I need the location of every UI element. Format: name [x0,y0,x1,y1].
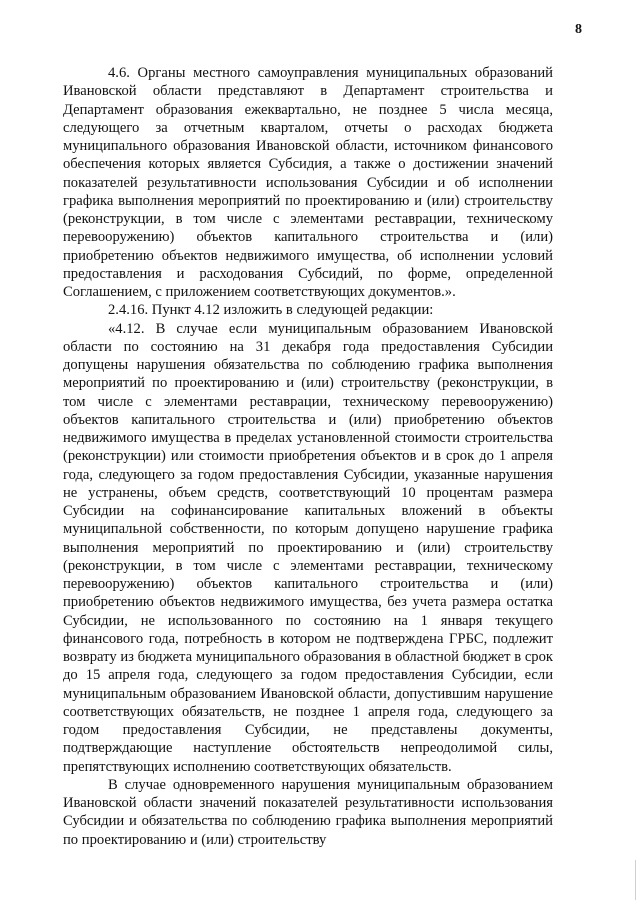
scan-edge-mark [635,860,636,900]
paragraph-2-4-16: 2.4.16. Пункт 4.12 изложить в следующей редакции: [108,302,434,319]
paragraph-4-6: 4.6. Органы местного самоуправления муниципальных образований Ивановской области представляют в Департамент строительства и Департамент образования ежеквартально, не позднее 5 числа месяца, следующего за отчетным кварталом, отчеты о расходах бюджета муниципального образования Ивановской области, источником финансового обеспечения которых является Субсидия, а также о достижении значений показателей результативности использования Субсидии и об исполнении графика выполнения мероприятий по проектированию и (или) строительству (реконструкции, в том числе с элементами реставрации, техническому перевооружению) объектов капитального строительства и (или) приобретению объектов недвижимого имущества, об исполнении условий предоставления и расходования Субсидий, по форме, определенной Соглашением, с приложением соответствующих документов.». [63,65,553,300]
document-body [63,64,553,849]
page-number: 8 [575,22,582,37]
paragraph-simultaneous-violation: В случае одновременного нарушения муниципальным образованием Ивановской области значений показателей результативности использования Субсидии и обязательства по соблюдению графика выполнения мероприятий по проектированию и (или) строительству [63,776,553,848]
paragraph-4-12: «4.12. В случае если муниципальным образованием Ивановской области по состоянию на 31 декабря года предоставления Субсидии допущены нарушения обязательства по соблюдению графика выполнения мероприятий по проектированию и (или) строительству (реконструкции, в том числе с элементами реставрации, техническому перевооружению) объектов капитального строительства и (или) приобретению объектов недвижимого имущества в пределах установленной стоимости строительства (реконструкции) или стоимости приобретения объектов и в срок до 1 апреля года, следующего за годом предоставления Субсидии, указанные нарушения не устранены, объем средств, соответствующий 10 процентам размера Субсидии на софинансирование капитальных вложений в объекты муниципальной собственности, по которым допущено нарушение графика выполнения мероприятий по проектированию и (или) строительству (реконструкции, в том числе с элементами реставрации, техническому перевооружению) объектов капитального строительства и (или) приобретению объектов недвижимого имущества, без учета размера остатка Субсидии, не использованного по состоянию на 1 января текущего финансового года, потребность в котором не подтверждена ГРБС, подлежит возврату из бюджета муниципального образования в областной бюджет в срок до 15 апреля года, следующего за годом предоставления Субсидии, если муниципальным образованием Ивановской области, допустившим нарушение соответствующих обязательств, не позднее 1 апреля года, следующего за годом предоставления Субсидии, не представлены документы, подтверждающие наступление обстоятельств непреодолимой силы, препятствующих исполнению соответствующих обязательств. [63,320,553,775]
